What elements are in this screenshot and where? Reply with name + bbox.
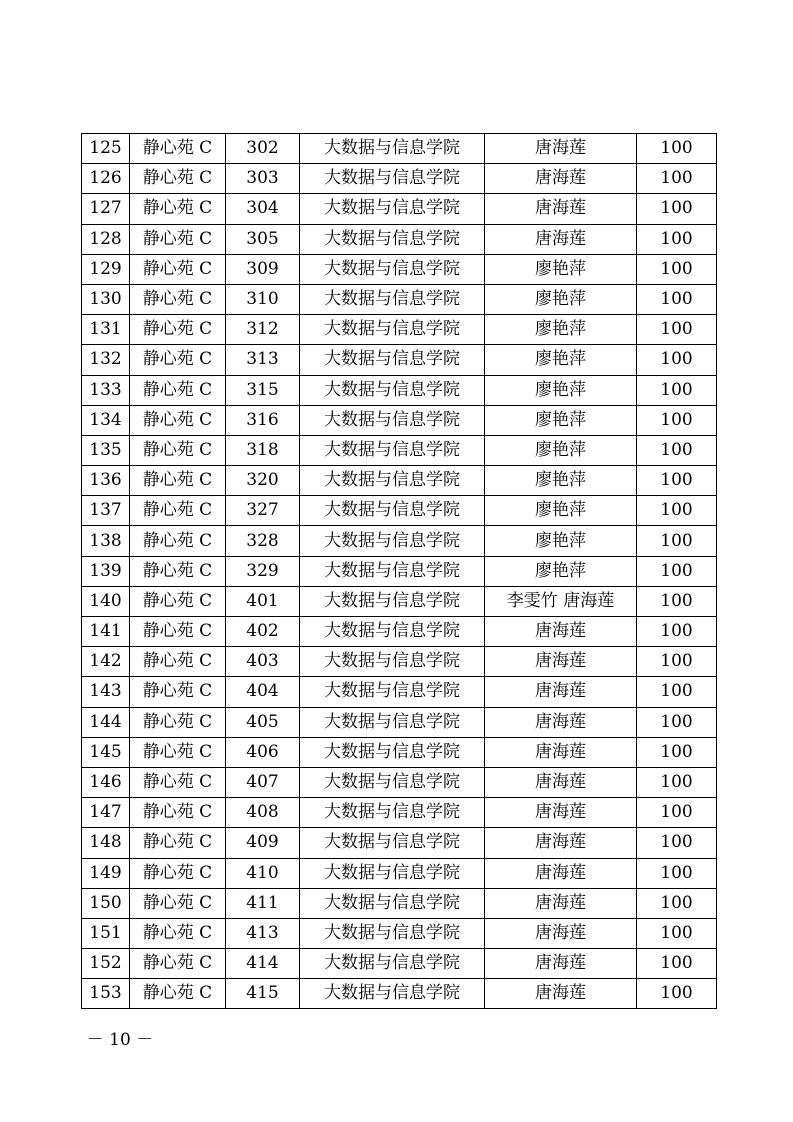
score-cell: 100 (637, 496, 717, 526)
score-cell: 100 (637, 647, 717, 677)
teacher-cell: 廖艳萍 (485, 315, 637, 345)
score-cell: 100 (637, 405, 717, 435)
table-row (82, 798, 717, 828)
score-cell: 100 (637, 586, 717, 616)
room-cell: 328 (226, 526, 300, 556)
building-cell: 静心苑 C (130, 526, 226, 556)
score-cell: 100 (637, 798, 717, 828)
teacher-cell: 唐海莲 (485, 888, 637, 918)
building-cell: 静心苑 C (130, 435, 226, 465)
table-row (82, 556, 717, 586)
score-cell: 100 (637, 435, 717, 465)
table-row (82, 405, 717, 435)
table-row (82, 194, 717, 224)
college-cell: 大数据与信息学院 (300, 194, 485, 224)
building-cell: 静心苑 C (130, 284, 226, 314)
building-cell: 静心苑 C (130, 405, 226, 435)
teacher-cell: 唐海莲 (485, 194, 637, 224)
teacher-cell: 唐海莲 (485, 164, 637, 194)
table-row (82, 767, 717, 797)
row-number-cell: 135 (82, 435, 130, 465)
table-row (82, 254, 717, 284)
college-cell: 大数据与信息学院 (300, 737, 485, 767)
college-cell: 大数据与信息学院 (300, 496, 485, 526)
room-cell: 329 (226, 556, 300, 586)
row-number-cell: 147 (82, 798, 130, 828)
college-cell: 大数据与信息学院 (300, 858, 485, 888)
table-row (82, 979, 717, 1009)
score-cell: 100 (637, 284, 717, 314)
building-cell: 静心苑 C (130, 254, 226, 284)
building-cell: 静心苑 C (130, 164, 226, 194)
college-cell: 大数据与信息学院 (300, 284, 485, 314)
college-cell: 大数据与信息学院 (300, 526, 485, 556)
table-row (82, 677, 717, 707)
room-cell: 312 (226, 315, 300, 345)
college-cell: 大数据与信息学院 (300, 677, 485, 707)
score-cell: 100 (637, 979, 717, 1009)
page-number: － 10 － (86, 1030, 154, 1050)
score-cell: 100 (637, 888, 717, 918)
building-cell: 静心苑 C (130, 647, 226, 677)
table-row (82, 315, 717, 345)
row-number-cell: 149 (82, 858, 130, 888)
room-cell: 309 (226, 254, 300, 284)
room-cell: 408 (226, 798, 300, 828)
building-cell: 静心苑 C (130, 918, 226, 948)
college-cell: 大数据与信息学院 (300, 767, 485, 797)
building-cell: 静心苑 C (130, 979, 226, 1009)
room-cell: 403 (226, 647, 300, 677)
table-body (82, 134, 717, 1009)
room-cell: 320 (226, 466, 300, 496)
teacher-cell: 唐海莲 (485, 858, 637, 888)
building-cell: 静心苑 C (130, 466, 226, 496)
teacher-cell: 廖艳萍 (485, 526, 637, 556)
teacher-cell: 唐海莲 (485, 224, 637, 254)
table-row (82, 828, 717, 858)
score-cell: 100 (637, 617, 717, 647)
college-cell: 大数据与信息学院 (300, 979, 485, 1009)
teacher-cell: 唐海莲 (485, 677, 637, 707)
building-cell: 静心苑 C (130, 134, 226, 164)
row-number-cell: 126 (82, 164, 130, 194)
building-cell: 静心苑 C (130, 345, 226, 375)
building-cell: 静心苑 C (130, 888, 226, 918)
score-cell: 100 (637, 224, 717, 254)
teacher-cell: 廖艳萍 (485, 375, 637, 405)
college-cell: 大数据与信息学院 (300, 707, 485, 737)
row-number-cell: 133 (82, 375, 130, 405)
row-number-cell: 140 (82, 586, 130, 616)
table-row (82, 858, 717, 888)
row-number-cell: 142 (82, 647, 130, 677)
teacher-cell: 唐海莲 (485, 767, 637, 797)
room-cell: 316 (226, 405, 300, 435)
score-cell: 100 (637, 375, 717, 405)
college-cell: 大数据与信息学院 (300, 888, 485, 918)
teacher-cell: 廖艳萍 (485, 496, 637, 526)
teacher-cell: 唐海莲 (485, 918, 637, 948)
row-number-cell: 150 (82, 888, 130, 918)
teacher-cell: 廖艳萍 (485, 254, 637, 284)
score-cell: 100 (637, 949, 717, 979)
room-cell: 302 (226, 134, 300, 164)
row-number-cell: 152 (82, 949, 130, 979)
room-cell: 402 (226, 617, 300, 647)
room-cell: 405 (226, 707, 300, 737)
row-number-cell: 148 (82, 828, 130, 858)
room-cell: 313 (226, 345, 300, 375)
row-number-cell: 127 (82, 194, 130, 224)
teacher-cell: 廖艳萍 (485, 435, 637, 465)
teacher-cell: 唐海莲 (485, 647, 637, 677)
building-cell: 静心苑 C (130, 194, 226, 224)
teacher-cell: 廖艳萍 (485, 345, 637, 375)
table-row (82, 224, 717, 254)
row-number-cell: 131 (82, 315, 130, 345)
row-number-cell: 138 (82, 526, 130, 556)
college-cell: 大数据与信息学院 (300, 375, 485, 405)
table-row (82, 435, 717, 465)
building-cell: 静心苑 C (130, 767, 226, 797)
score-cell: 100 (637, 556, 717, 586)
teacher-cell: 唐海莲 (485, 828, 637, 858)
building-cell: 静心苑 C (130, 737, 226, 767)
room-cell: 305 (226, 224, 300, 254)
college-cell: 大数据与信息学院 (300, 345, 485, 375)
building-cell: 静心苑 C (130, 707, 226, 737)
row-number-cell: 146 (82, 767, 130, 797)
score-cell: 100 (637, 858, 717, 888)
teacher-cell: 唐海莲 (485, 737, 637, 767)
college-cell: 大数据与信息学院 (300, 949, 485, 979)
building-cell: 静心苑 C (130, 949, 226, 979)
table-row (82, 949, 717, 979)
score-cell: 100 (637, 194, 717, 224)
row-number-cell: 139 (82, 556, 130, 586)
table-row (82, 345, 717, 375)
table-row (82, 164, 717, 194)
score-cell: 100 (637, 164, 717, 194)
teacher-cell: 李雯竹 唐海莲 (485, 586, 637, 616)
score-cell: 100 (637, 315, 717, 345)
table-row (82, 647, 717, 677)
room-cell: 318 (226, 435, 300, 465)
building-cell: 静心苑 C (130, 617, 226, 647)
college-cell: 大数据与信息学院 (300, 134, 485, 164)
college-cell: 大数据与信息学院 (300, 798, 485, 828)
teacher-cell: 唐海莲 (485, 707, 637, 737)
college-cell: 大数据与信息学院 (300, 435, 485, 465)
row-number-cell: 132 (82, 345, 130, 375)
table-row (82, 707, 717, 737)
college-cell: 大数据与信息学院 (300, 254, 485, 284)
teacher-cell: 唐海莲 (485, 979, 637, 1009)
college-cell: 大数据与信息学院 (300, 586, 485, 616)
row-number-cell: 125 (82, 134, 130, 164)
room-cell: 315 (226, 375, 300, 405)
score-cell: 100 (637, 466, 717, 496)
row-number-cell: 128 (82, 224, 130, 254)
building-cell: 静心苑 C (130, 677, 226, 707)
row-number-cell: 137 (82, 496, 130, 526)
building-cell: 静心苑 C (130, 586, 226, 616)
row-number-cell: 129 (82, 254, 130, 284)
room-cell: 410 (226, 858, 300, 888)
room-cell: 406 (226, 737, 300, 767)
row-number-cell: 151 (82, 918, 130, 948)
table-row (82, 918, 717, 948)
college-cell: 大数据与信息学院 (300, 315, 485, 345)
score-cell: 100 (637, 134, 717, 164)
row-number-cell: 136 (82, 466, 130, 496)
college-cell: 大数据与信息学院 (300, 164, 485, 194)
score-cell: 100 (637, 677, 717, 707)
table-row (82, 586, 717, 616)
row-number-cell: 143 (82, 677, 130, 707)
table-row (82, 617, 717, 647)
row-number-cell: 144 (82, 707, 130, 737)
college-cell: 大数据与信息学院 (300, 405, 485, 435)
table-row (82, 284, 717, 314)
score-cell: 100 (637, 345, 717, 375)
building-cell: 静心苑 C (130, 496, 226, 526)
room-cell: 304 (226, 194, 300, 224)
score-cell: 100 (637, 767, 717, 797)
teacher-cell: 唐海莲 (485, 949, 637, 979)
teacher-cell: 唐海莲 (485, 134, 637, 164)
score-cell: 100 (637, 254, 717, 284)
building-cell: 静心苑 C (130, 315, 226, 345)
room-cell: 414 (226, 949, 300, 979)
teacher-cell: 廖艳萍 (485, 466, 637, 496)
table-row (82, 466, 717, 496)
room-cell: 310 (226, 284, 300, 314)
college-cell: 大数据与信息学院 (300, 556, 485, 586)
building-cell: 静心苑 C (130, 224, 226, 254)
dormitory-score-table (81, 133, 717, 1009)
teacher-cell: 廖艳萍 (485, 556, 637, 586)
score-cell: 100 (637, 828, 717, 858)
table-row (82, 526, 717, 556)
table-row (82, 375, 717, 405)
room-cell: 409 (226, 828, 300, 858)
score-cell: 100 (637, 526, 717, 556)
teacher-cell: 唐海莲 (485, 617, 637, 647)
building-cell: 静心苑 C (130, 858, 226, 888)
room-cell: 413 (226, 918, 300, 948)
table-row (82, 737, 717, 767)
teacher-cell: 廖艳萍 (485, 405, 637, 435)
room-cell: 327 (226, 496, 300, 526)
college-cell: 大数据与信息学院 (300, 918, 485, 948)
score-cell: 100 (637, 737, 717, 767)
room-cell: 303 (226, 164, 300, 194)
table-row (82, 888, 717, 918)
row-number-cell: 153 (82, 979, 130, 1009)
room-cell: 404 (226, 677, 300, 707)
row-number-cell: 145 (82, 737, 130, 767)
teacher-cell: 唐海莲 (485, 798, 637, 828)
building-cell: 静心苑 C (130, 375, 226, 405)
row-number-cell: 141 (82, 617, 130, 647)
building-cell: 静心苑 C (130, 798, 226, 828)
score-cell: 100 (637, 918, 717, 948)
college-cell: 大数据与信息学院 (300, 224, 485, 254)
building-cell: 静心苑 C (130, 556, 226, 586)
room-cell: 411 (226, 888, 300, 918)
college-cell: 大数据与信息学院 (300, 617, 485, 647)
room-cell: 401 (226, 586, 300, 616)
teacher-cell: 廖艳萍 (485, 284, 637, 314)
table-row (82, 496, 717, 526)
score-cell: 100 (637, 707, 717, 737)
building-cell: 静心苑 C (130, 828, 226, 858)
room-cell: 415 (226, 979, 300, 1009)
college-cell: 大数据与信息学院 (300, 647, 485, 677)
college-cell: 大数据与信息学院 (300, 466, 485, 496)
college-cell: 大数据与信息学院 (300, 828, 485, 858)
table-row (82, 134, 717, 164)
row-number-cell: 130 (82, 284, 130, 314)
row-number-cell: 134 (82, 405, 130, 435)
room-cell: 407 (226, 767, 300, 797)
